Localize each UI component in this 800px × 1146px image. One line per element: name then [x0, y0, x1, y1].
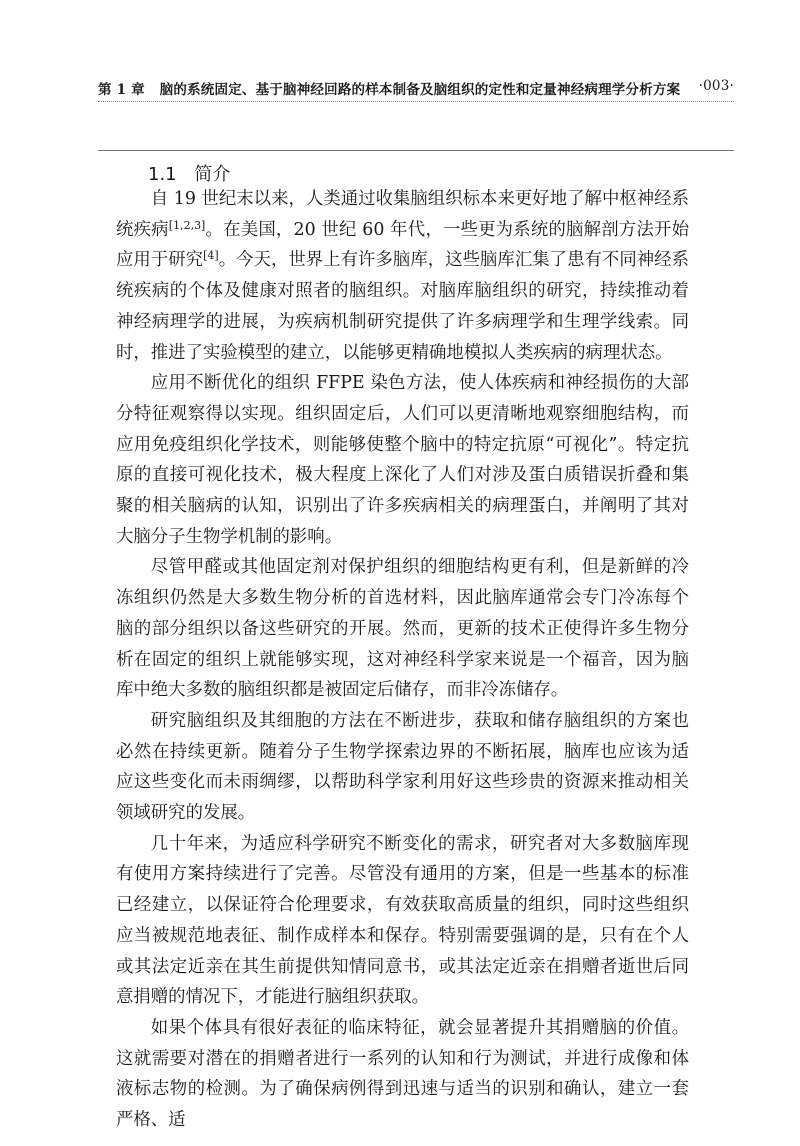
- paragraph: 应用不断优化的组织 FFPE 染色方法，使人体疾病和神经损伤的大部分特征观察得以实现。组织固定后，人们可以更清晰地观察细胞结构，而应用免疫组织化学技术，则能够使整个脑中的特定抗原“可视化”。特定抗原的直接可视化技术，极大程度上深化了人们对涉及蛋白质错误折叠和集聚的相关脑病的认知，识别出了许多疾病相关的病理蛋白，并阐明了其对大脑分子生物学机制的影响。: [116, 373, 689, 547]
- paragraph-text: 。今天，世界上有许多脑库，这些脑库汇集了患有不同神经系统疾病的个体及健康对照者的脑组织。对脑库脑组织的研究，持续推动着神经病理学的进展，为疾病机制研究提供了许多病理学和生理学线索。同时，推进了实验模型的建立，以能够更精确地模拟人类疾病的病理状态。: [116, 250, 689, 363]
- paragraph: [116, 184, 689, 368]
- page-number: ·003·: [698, 78, 734, 94]
- section-title: 简介: [194, 164, 231, 185]
- chapter-title: 脑的系统固定、基于脑神经回路的样本制备及脑组织的定性和定量神经病理学分析方案: [159, 82, 681, 98]
- section-rule: [98, 150, 734, 151]
- section-heading: [148, 160, 230, 186]
- paragraph: 尽管甲醛或其他固定剂对保护组织的细胞结构更有利，但是新鲜的冷冻组织仍然是大多数生物分析的首选材料，因此脑库通常会专门冷冻每个脑的部分组织以备这些研究的开展。然而，更新的技术正使得许多生物分析在固定的组织上就能够实现，这对神经科学家来说是一个福音，因为脑库中绝大多数的脑组织都是被固定后储存，而非冷冻储存。: [116, 557, 689, 701]
- citation: [1,2,3]: [168, 218, 206, 232]
- citation: [4]: [203, 249, 219, 263]
- paragraph: 如果个体具有很好表征的临床特征，就会显著提升其捐赠脑的价值。这就需要对潜在的捐赠者进行一系列的认知和行为测试，并进行成像和体液标志物的检测。为了确保病例得到迅速与适当的识别和确认，建立一套严格、适: [116, 1017, 689, 1131]
- body-text: [116, 184, 689, 1136]
- header-rule: [98, 101, 734, 102]
- chapter-label: 第 1 章: [98, 82, 145, 98]
- paragraph: 几十年来，为适应科学研究不断变化的需求，研究者对大多数脑库现有使用方案持续进行了完善。尽管没有通用的方案，但是一些基本的标准已经建立，以保证符合伦理要求，有效获取高质量的组织，同时这些组织应当被规范地表征、制作成样本和保存。特别需要强调的是，只有在个人或其法定近亲在其生前提供知情同意书，或其法定近亲在捐赠者逝世后同意捐赠的情况下，才能进行脑组织获取。: [116, 833, 689, 1008]
- paragraph-text: 自 19 世纪末以来，人类通过收集脑组织标本来更好地了解中枢神经系统疾病: [116, 189, 689, 240]
- paragraph: 研究脑组织及其细胞的方法在不断进步，获取和储存脑组织的方案也必然在持续更新。随着分子生物学探索边界的不断拓展，脑库也应该为适应这些变化而未雨绸缪，以帮助科学家利用好这些珍贵的资源来推动相关领域研究的发展。: [116, 710, 689, 824]
- paragraph-text: 。在美国，20 世纪 60 年代，一些更为系统的脑解剖方法开始应用于研究: [116, 219, 689, 271]
- section-number: 1.1: [148, 164, 177, 185]
